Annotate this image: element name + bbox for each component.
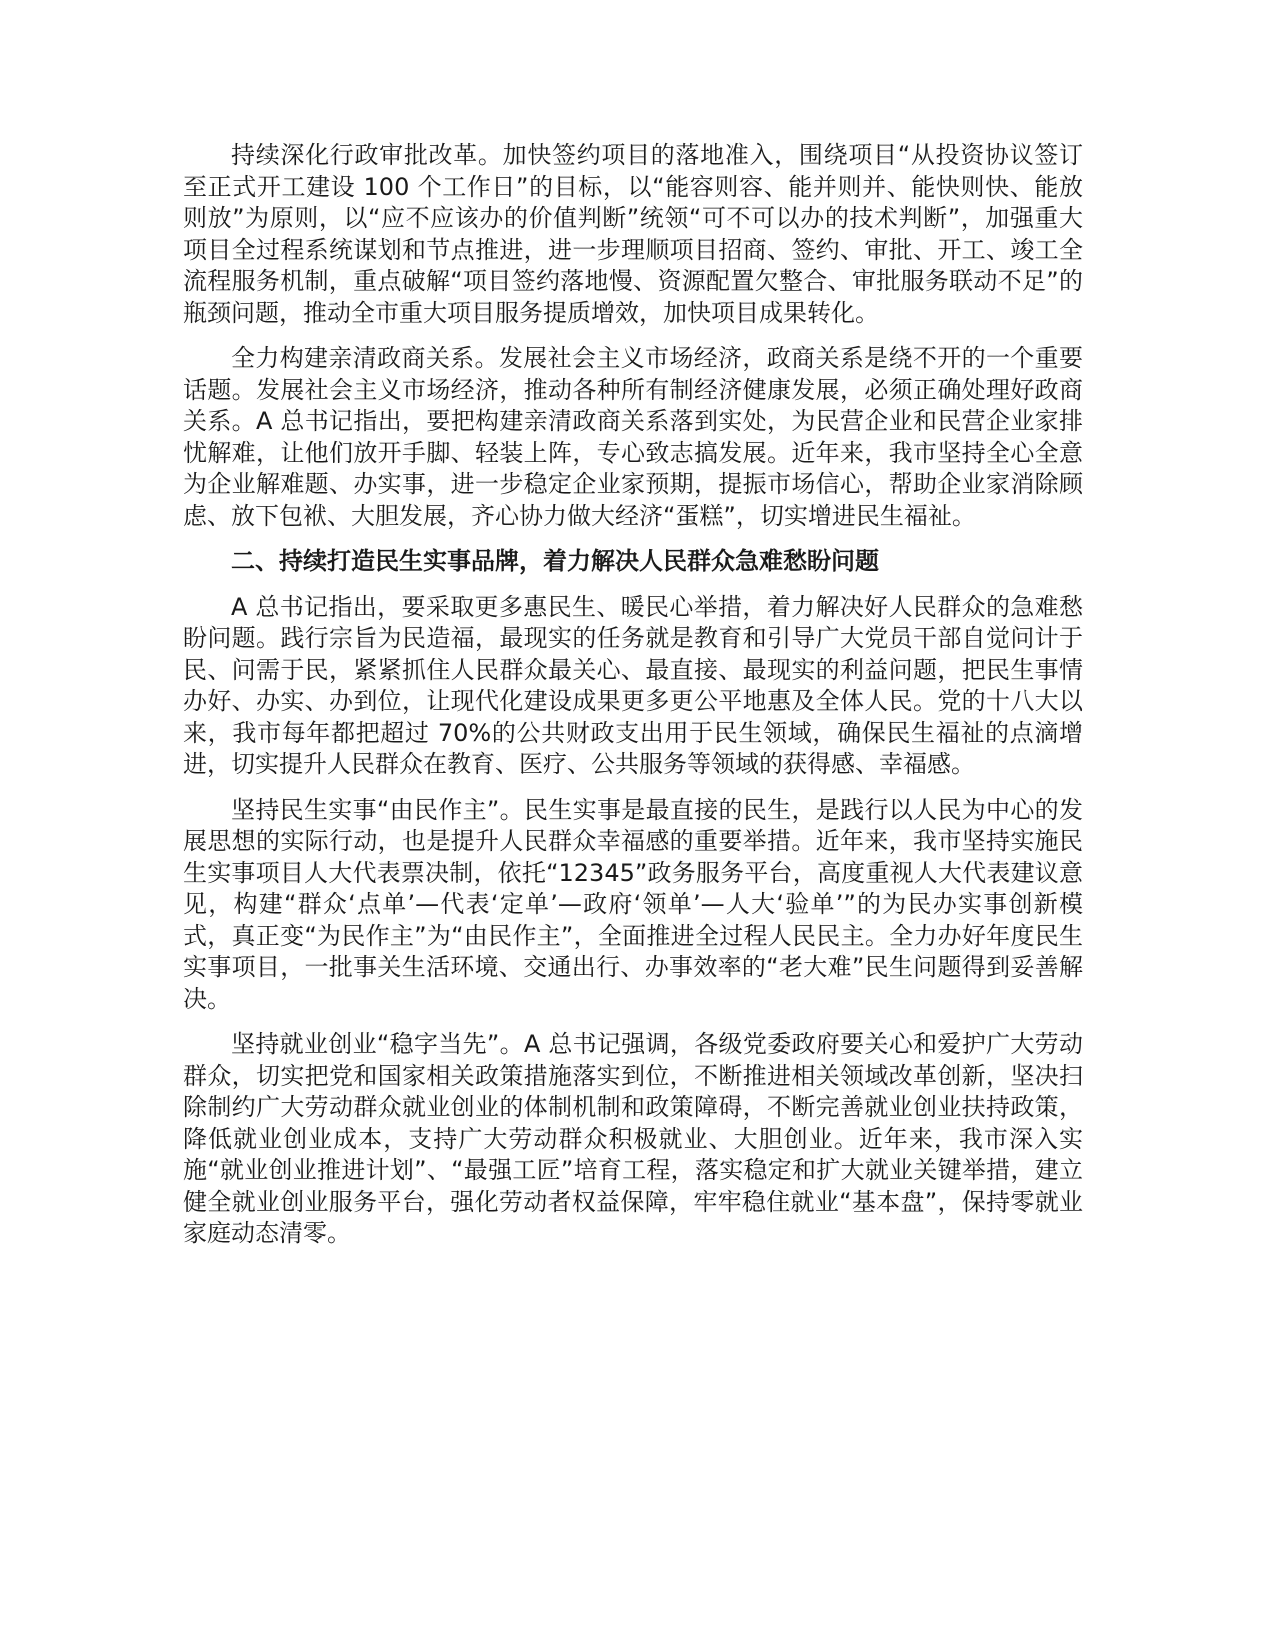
paragraph-business-relations: 全力构建亲清政商关系。发展社会主义市场经济，政商关系是绕不开的一个重要话题。发展社会主义市场经济，推动各种所有制经济健康发展，必须正确处理好政商关系。A 总书记指出，要把构建亲清政商关系落到实处，为民营企业和民营企业家排忧解难，让他们放开手脚、轻装上阵，专心致志搞发展。近年来，我市坚持全心全意为企业解难题、办实事，进一步稳定企业家预期，提振市场信心，帮助企业家消除顾虑、放下包袱、大胆发展，齐心协力做大经济“蛋糕”，切实增进民生福祉。: [183, 344, 1083, 530]
paragraph-employment: 坚持就业创业“稳字当先”。A 总书记强调，各级党委政府要关心和爱护广大劳动群众，切实把党和国家相关政策措施落实到位，不断推进相关领域改革创新，坚决扫除制约广大劳动群众就业创业的体制机制和政策障碍，不断完善就业创业扶持政策，降低就业创业成本，支持广大劳动群众积极就业、大胆创业。近年来，我市深入实施“就业创业推进计划”、“最强工匠”培育工程，落实稳定和扩大就业关键举措，建立健全就业创业服务平台，强化劳动者权益保障，牢牢稳住就业“基本盘”，保持零就业家庭动态清零。: [183, 1030, 1083, 1247]
paragraph-people-livelihood: A 总书记指出，要采取更多惠民生、暖民心举措，着力解决好人民群众的急难愁盼问题。践行宗旨为民造福，最现实的任务就是教育和引导广大党员干部自觉问计于民、问需于民，紧紧抓住人民群众最关心、最直接、最现实的利益问题，把民生事情办好、办实、办到位，让现代化建设成果更多更公平地惠及全体人民。党的十八大以来，我市每年都把超过 70%的公共财政支出用于民生领域，确保民生福祉的点滴增进，切实提升人民群众在教育、医疗、公共服务等领域的获得感、幸福感。: [183, 592, 1083, 778]
document-body: [183, 140, 1083, 1264]
paragraph-administrative-reform: 持续深化行政审批改革。加快签约项目的落地准入，围绕项目“从投资协议签订至正式开工建设 100 个工作日”的目标，以“能容则容、能并则并、能快则快、能放则放”为原则，以“应不应该办的价值判断”统领“可不可以办的技术判断”，加强重大项目全过程系统谋划和节点推进，进一步理顺项目招商、签约、审批、开工、竣工全流程服务机制，重点破解“项目签约落地慢、资源配置欠整合、审批服务联动不足”的瓶颈问题，推动全市重大项目服务提质增效，加快项目成果转化。: [183, 141, 1083, 327]
paragraph-people-decide: 坚持民生实事“由民作主”。民生实事是最直接的民生，是践行以人民为中心的发展思想的实际行动，也是提升人民群众幸福感的重要举措。近年来，我市坚持实施民生实事项目人大代表票决制，依托“12345”政务服务平台，高度重视人大代表建议意见，构建“群众‘点单’—代表‘定单’—政府‘领单’—人大‘验单’”的为民办实事创新模式，真正变“为民作主”为“由民作主”，全面推进全过程人民民主。全力办好年度民生实事项目，一批事关生活环境、交通出行、办事效率的“老大难”民生问题得到妥善解决。: [183, 795, 1083, 1013]
section-heading: 二、持续打造民生实事品牌，着力解决人民群众急难愁盼问题: [231, 547, 879, 575]
